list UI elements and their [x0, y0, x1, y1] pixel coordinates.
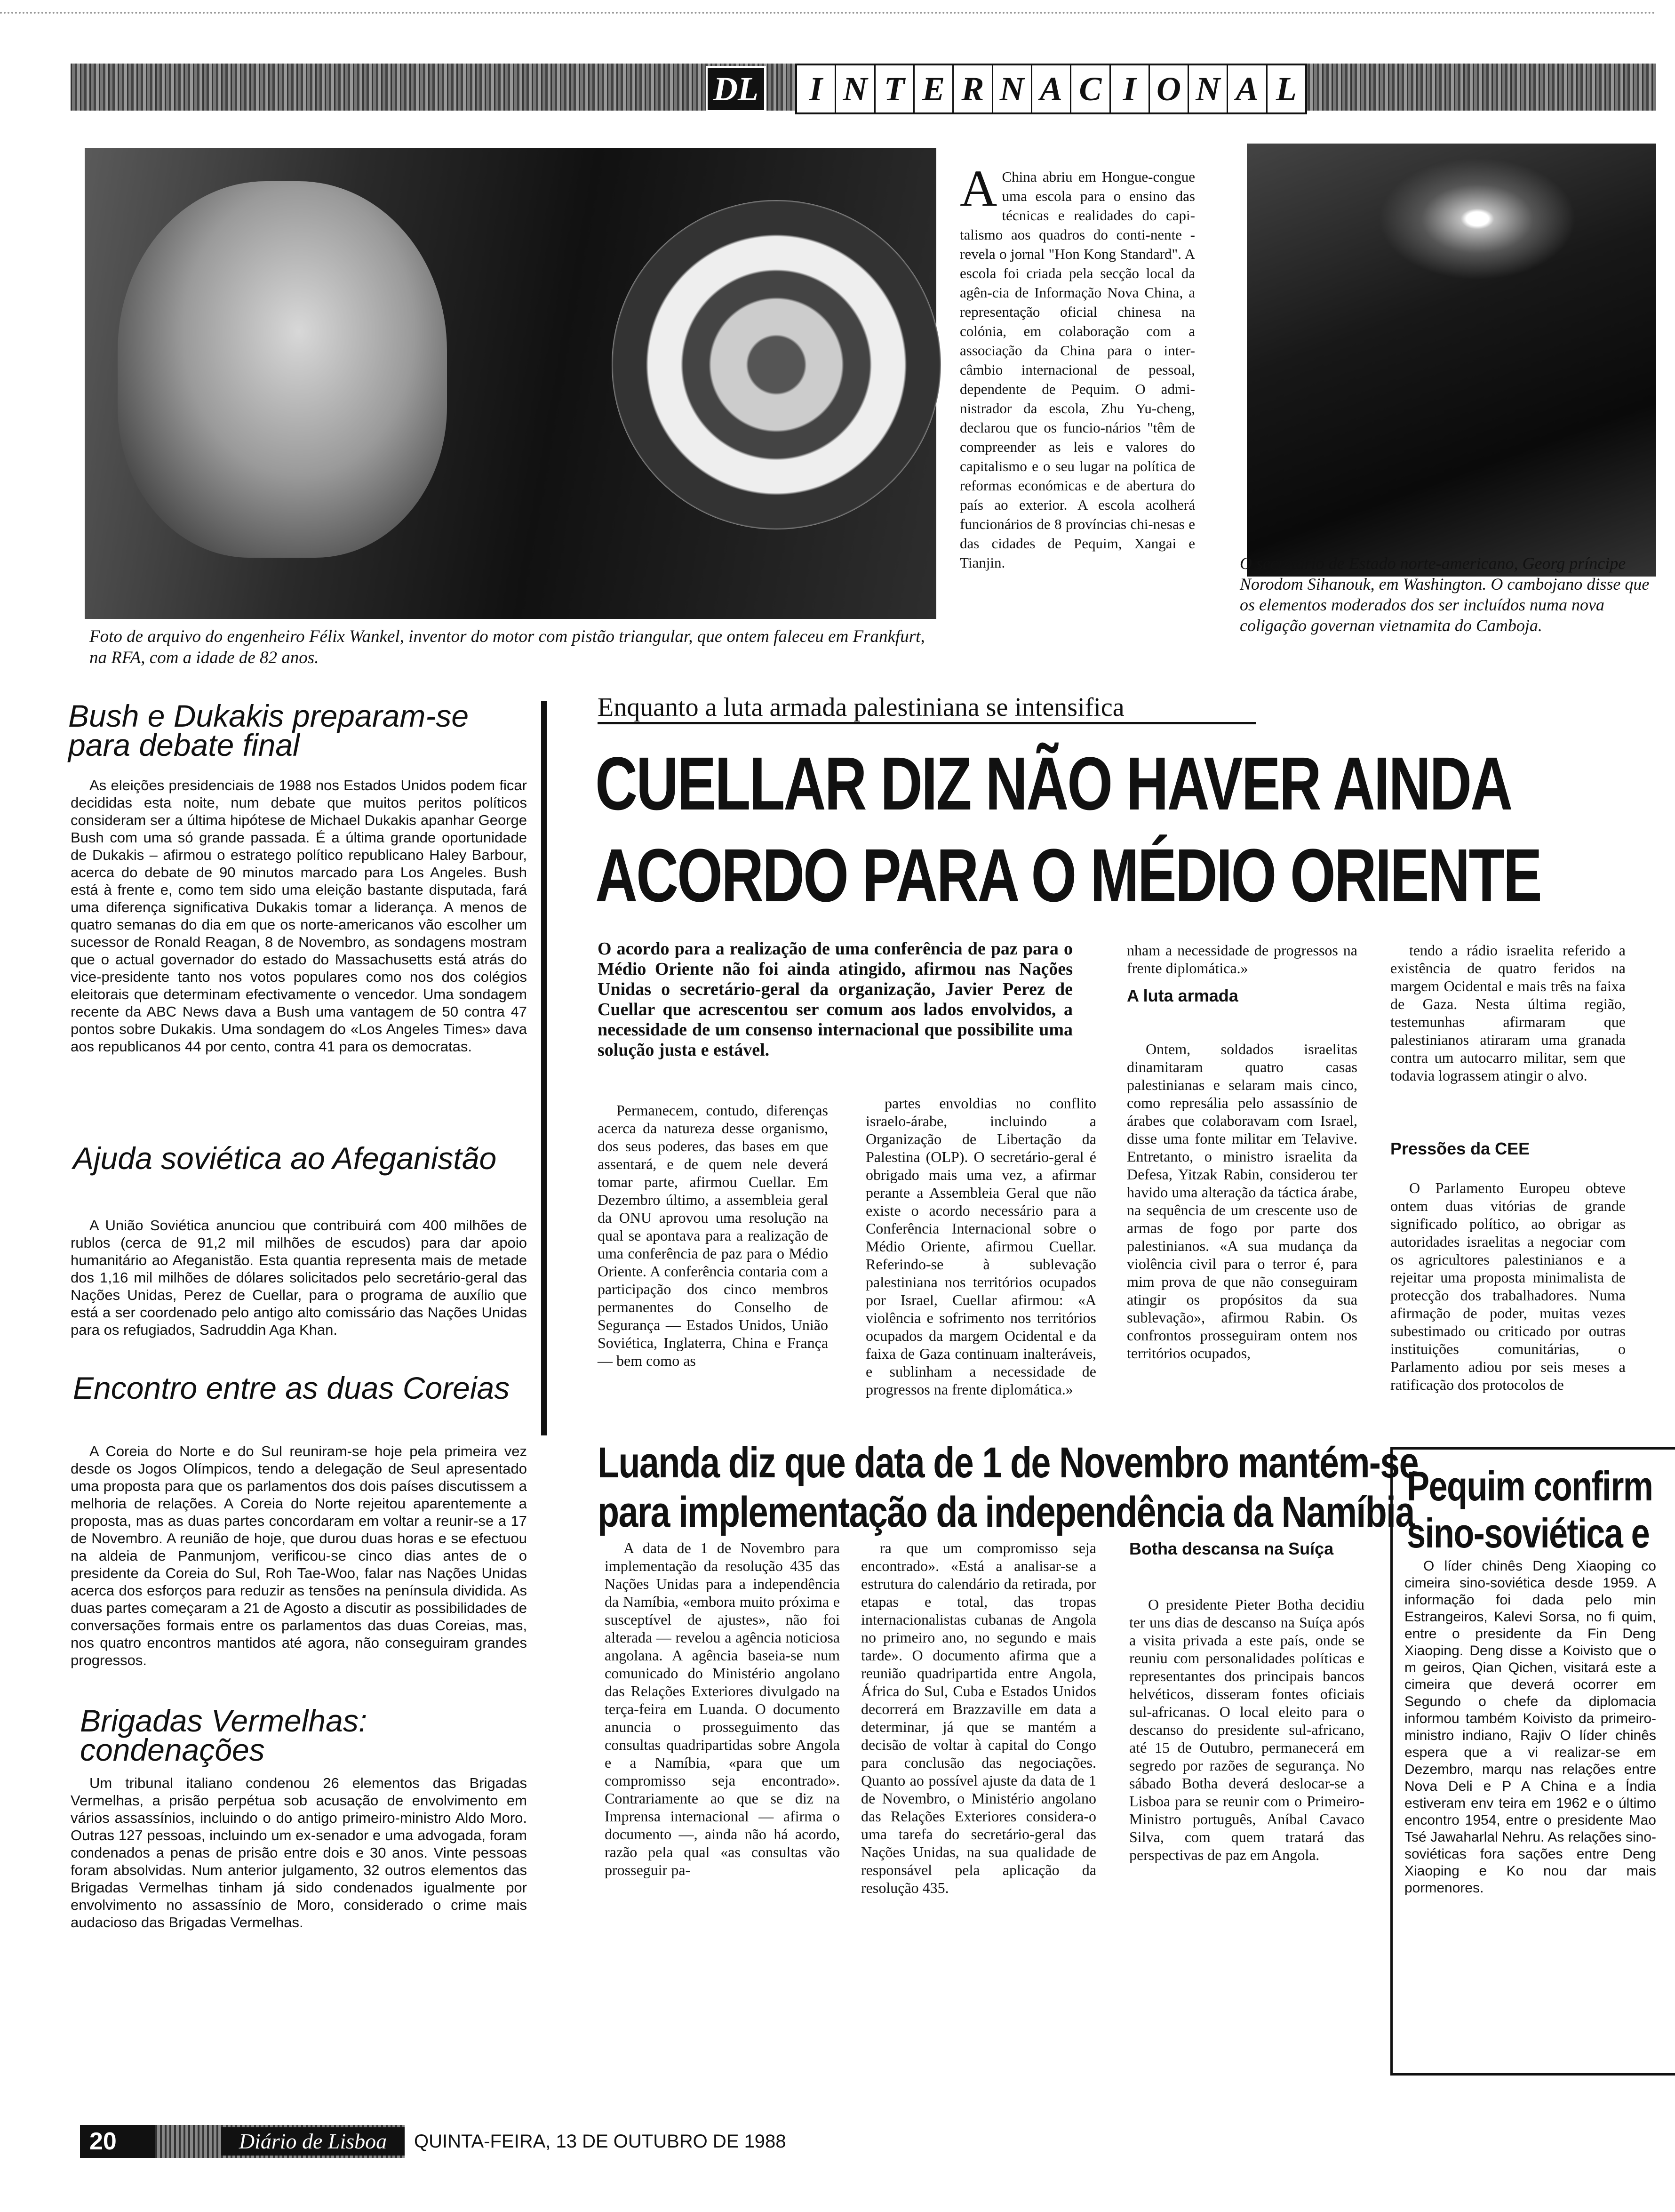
section-letter: C: [1071, 65, 1110, 112]
korea-text: A Coreia do Norte e do Sul reuniram-se hoje pela primeira vez desde os Jogos Olímpicos, tendo a delegação de Seul apresentado uma proposta para que os parlamentos dos dois países discutissem a melhoria de relações. A Coreia do Norte rejeitou aparentemente a proposta, mas as duas partes concordaram em voltar a reunir-se a 17 de Novembro. A reunião de hoje, que durou duas horas e se efectuou na aldeia de Panmunjom, verificou-se cinco dias antes de o presidente da Coreia do Sul, Roh Tae-Woo, falar nas Nações Unidas acerca dos esforços para reduzir as tensões na península dividida. As duas partes começaram a 21 de Agosto a discutir as possibilidades de conversações formais entre os parlamentos das duas Coreias, mas, nos quatro encontros mantidos até agora, não conseguiram grandes progressos.: [71, 1443, 527, 1668]
main-col2: partes envoldias no conflito israelo-árabe, incluindo a Organização de Libertação da Palestina (OLP). O secretário-geral é obrigado mais uma vez, a afirmar perante a Assembleia Geral que não existe o acordo necessário para a Conferência Internacional sobre o Médio Oriente, afirmou Cuellar. Referindo-se à sublevação palestiniana nos territórios ocupados por Israel, Cuellar afirmou: «A violência e sofrimento nos territórios ocupados da margem Ocidental e da faixa de Gaza continuam inalteráveis, e sublinham a necessidade de progressos na frente diplomática.»: [866, 1095, 1096, 1398]
section-letter: E: [915, 65, 954, 112]
section-letter: N: [993, 65, 1032, 112]
botha-subhead: Botha descansa na Suíça: [1129, 1539, 1334, 1558]
namibia-col1: A data de 1 de Novembro para implementação da resolução 435 das Nações Unidas para a independência da Namíbia, «embora muito próxima e susceptível de ajustes», não foi alterada — revelou a agência noticiosa angolana. A agência baseia-se num comunicado do Ministério angolano das Relações Exteriores divulgado na terça-feira em Luanda. O documento anuncia o prosseguimento das consultas quadripartidas sobre Angola e a Namíbia, «para que um compromisso seja encontrado». Contrariamente ao que se diz na Imprensa internacional — afirma o documento —, ainda não há acordo, razão pela qual «as consultas vão prosseguir pa-: [605, 1539, 840, 1878]
section-letter: A: [1032, 65, 1071, 112]
washington-caption: O secretário de Estado norte-americano, Georg príncipe Norodom Sihanouk, em Washington. O cambojano disse que os elementos moderados dos ser incluídos numa nova coligação governan vietnamita do Camboja.: [1240, 554, 1650, 635]
wankel-photo: [85, 148, 936, 619]
main-col1: Permanecem, contudo, diferenças acerca da natureza desse organismo, dos seus poderes, das bases em que assentará, e de quem nele deverá tomar parte, afirmou Cuellar. Em Dezembro último, a assembleia geral da ONU aprovou uma resolução na qual se apontava para a realização de uma conferência de paz para o Médio Oriente. A conferência contaria com a participação dos cinco membros permanentes do Conselho de Segurança — Estados Unidos, União Soviética, Inglaterra, China e França — bem como as: [598, 1102, 828, 1369]
afghan-text: A União Soviética anunciou que contribuirá com 400 milhões de rublos (cerca de 91,2 mil milhões de escudos) para dar apoio humanitário ao Afeganistão. Esta quantia representa mais de metade dos 1,16 mil milhões de dólares solicitados pelo secretário-geral das Nações Unidas, Perez de Cuellar, para o programa de auxílio que está a ser coordenado pelo antigo alto comissário das Nações Unidas para os refugiados, Sadruddin Aga Khan.: [71, 1217, 527, 1338]
china-brief-text: China abriu em Hongue-congue uma escola para o ensino das técnicas e realidades do capi-talismo aos quadros do conti-nente - revela o jornal "Hon Kong Standard". A escola foi criada pela secção local da agên-cia de Informação Nova China, a representação oficial chinesa na colónia, em colaboração com a associação da China para o inter-câmbio internacional de pessoal, dependente de Pequim. O admi-nistrador da escola, Zhu Yu-cheng, declarou que os funcio-nários "têm de compreender as leis e valores do capitalismo e o seu lugar na política de reformas económicas e de abertura do país ao exterior. A escola acolherá funcionários de 8 províncias chi-nesas e das cidades de Pequim, Xangai e Tianjin.: [960, 168, 1195, 571]
top-edge: [0, 12, 1656, 14]
section-letter: R: [954, 65, 993, 112]
washington-photo: [1247, 144, 1656, 577]
dropcap: A: [960, 160, 997, 217]
section-letter: T: [876, 65, 915, 112]
brigadas-text: Um tribunal italiano condenou 26 elementos das Brigadas Vermelhas, a prisão perpétua sob acusação de envolvimento em vários assassínios, incluindo o do antigo primeiro-ministro Aldo Moro. Outras 127 pessoas, incluindo um ex-senador e uma advogada, foram condenados a penas de prisão entre dois e 30 anos. Vinte pessoas foram absolvidas. Num anterior julgamento, 32 outros elementos das Brigadas Vermelhas tinham já sido condenados igualmente por envolvimento no assassínio de Moro, considerado o crime mais audacioso das Brigadas Vermelhas.: [71, 1775, 527, 1931]
main-col3-top: nham a necessidade de progressos na frente diplomática.»: [1127, 942, 1357, 977]
chandelier: [1379, 158, 1576, 280]
section-letter: L: [1276, 70, 1297, 108]
korea-headline: Encontro entre as duas Coreias: [73, 1370, 510, 1405]
section-letter: I: [797, 65, 836, 112]
namibia-col3: O presidente Pieter Botha decidiu ter uns dias de descanso na Suíça após a visita privada a este país, onde se reuniu com personalidades políticas e representantes dos principais bancos helvéticos, disseram fontes oficiais sul-africanas. O local eleito para o descanso do presidente sul-africano, até 15 de Outubro, permanecerá em segredo por razões de segurança. No sábado Botha deverá deslocar-se a Lisboa para se reunir com o Primeiro-Ministro português, Aníbal Cavaco Silva, com quem tratará das perspectivas de paz em Angola.: [1129, 1596, 1364, 1863]
main-col4b: O Parlamento Europeu obteve ontem duas vitórias de grande significado político, ao obrigar as autoridades israelitas a negociar com os agricultores palestinianos e a rejeitar uma proposta minimalista de protecção dos trabalhadores. Numa afirmação de poder, muitas vezes subestimado ou criticado por outras instituições comunitárias, o Parlamento adiou por seis meses a ratificação dos protocolos de: [1390, 1179, 1626, 1393]
bush-headline: Bush e Dukakis preparam-se para debate final: [68, 698, 469, 762]
section-letter: A: [1228, 65, 1267, 112]
pequim-headline-2: sino-soviética e: [1407, 1510, 1650, 1556]
rotary-engine: [612, 200, 941, 529]
main-headline-2: ACORDO PARA O MÉDIO ORIENTE: [595, 833, 1541, 917]
brigadas-headline: Brigadas Vermelhas: condenações: [80, 1703, 367, 1767]
section-letter: N: [836, 65, 875, 112]
page-number: 20: [80, 2125, 155, 2158]
china-brief: [960, 160, 1195, 572]
section-letter: N: [1189, 65, 1228, 112]
main-lead: O acordo para a realização de uma conferência de paz para o Médio Oriente não foi ainda atingido, afirmou nas Nações Unidas o secretário-geral da organização, Javier Perez de Cuellar que acrescentou ser comum aos lados envolvidos, a necessidade de um consenso internacional que possibilite uma solução justa e estável.: [598, 939, 1073, 1060]
wankel-caption: Foto de arquivo do engenheiro Félix Wankel, inventor do motor com pistão triangular, que ontem faleceu em Frankfurt, na RFA, com a idade de 82 anos.: [89, 627, 925, 667]
footer-paper-name: Diário de Lisboa: [221, 2127, 405, 2156]
namibia-headline-1: Luanda diz que data de 1 de Novembro mantém-se: [598, 1439, 1418, 1487]
pequim-headline-1: Pequim confirm: [1407, 1463, 1653, 1509]
main-col3: Ontem, soldados israelitas dinamitaram quatro casas palestinianas e selaram mais cinco, como represália pelo assassínio de árabes que colaboravam com Israel, disse uma fonte militar em Telavive. Entretanto, o ministro israelita da Defesa, Yitzak Rabin, considerou ter havido uma alteração da táctica árabe, na sequência de um crescente uso de armas de fogo por parte dos palestinianos. «A sua mudança da violência civil para o terror é, para mim prova de que não conseguiram atingir os propósitos da sua sublevação», afirmou Rabin. Os confrontos prosseguiram ontem nos territórios ocupados,: [1127, 1041, 1357, 1362]
pequim-text: O líder chinês Deng Xiaoping co cimeira sino-soviética desde 1959. A informação foi dada pelo min Estrangeiros, Kalevi Sorsa, no fi quim, entre o presidente da Fin Deng Xiaoping. Deng disse a Koivisto que o m geiros, Qian Qichen, visitará este a cimeira que deverá ocorrer em Segundo o chefe da diplomacia informou também Koivisto da primeiro-ministro indiano, Rajiv O líder chinês espera que a vi realizar-se em Dezembro, marqu nas relações entre Nova Deli e P A China e a Índia estiveram env teira em 1962 e o último encontro 1954, entre o presidente Mao Tsé Jawaharlal Nehru. As relações sino-soviéticas fora sações entre Deng Xiaoping e Ko nou dar mais pormenores.: [1404, 1558, 1656, 1896]
main-kicker: Enquanto a luta armada palestiniana se intensifica: [598, 693, 1256, 724]
section-title: [795, 64, 1307, 114]
namibia-headline-2: para implementação da independência da Namíbia: [598, 1488, 1414, 1536]
namibia-col2: ra que um compromisso seja encontrado». «Está a analisar-se a estrutura do calendário da retirada, por etapas e total, das tropas internacionalistas cubanas de Angola no primeiro ano, no segundo e mais tarde». O documento afirma que a reunião quadripartida entre Angola, África do Sul, Cuba e Estados Unidos decorrerá em Brazzaville em data a determinar, já que se mantém a decisão de voltar à capital do Congo para conclusão das negociações. Quanto ao possível ajuste da data de 1 de Novembro, o Ministério angolano das Relações Exteriores considera-o uma tarefa do secretário-geral das Nações Unidas, na sua qualidade de responsável pela aplicação da resolução 435.: [861, 1539, 1096, 1896]
portrait-face: [118, 181, 447, 558]
cee-subhead: Pressões da CEE: [1390, 1139, 1530, 1158]
section-letter: O: [1150, 65, 1189, 112]
paper-logo: DL: [706, 66, 766, 112]
luta-armada-subhead: A luta armada: [1127, 986, 1238, 1005]
bush-text: As eleições presidenciais de 1988 nos Estados Unidos podem ficar decididas esta noite, num debate que muitos peritos políticos consideram ser a última hipótese de Michael Dukakis apanhar George Bush com uma só grande passada. É a última grande oportunidade de Dukakis – afirmou o estratego político republicano Haley Barbour, acerca do debate de 90 minutos marcado para Los Angeles. Bush está à frente e, como tem sido uma eleição bastante disputada, fará uma diferença significativa Dukakis tomar a liderança. A menos de quatro semanas do dia em que os norte-americanos vão escolher um sucessor de Ronald Reagan, 8 de Novembro, as sondagens mostram que o actual governador do estado do Massachusetts está atrás do vice-presidente tanto nos votos populares como nos dos colégios eleitorais que determinam efectivamente o vencedor. Uma sondagem recente da ABC News dava a Bush uma vantagem de 50 contra 47 pontos sobre Dukakis. Uma sondagem do «Los Angeles Times» dava aos republicanos 44 por cento, contra 41 para os democratas.: [71, 777, 527, 1055]
main-col4: tendo a rádio israelita referido a existência de quatro feridos na margem Ocidental e mais três na faixa de Gaza. Nesta última região, testemunhas afirmaram que palestinianos atiraram uma granada contra um autocarro militar, sem que todavia lograssem atingir o alvo.: [1390, 942, 1626, 1084]
section-letter: I: [1111, 65, 1150, 112]
main-headline-1: CUELLAR DIZ NÃO HAVER AINDA: [595, 741, 1512, 825]
column-rule: [541, 701, 547, 1435]
afghan-headline: Ajuda soviética ao Afeganistão: [73, 1141, 497, 1176]
footer-date: QUINTA-FEIRA, 13 DE OUTUBRO DE 1988: [414, 2131, 786, 2152]
